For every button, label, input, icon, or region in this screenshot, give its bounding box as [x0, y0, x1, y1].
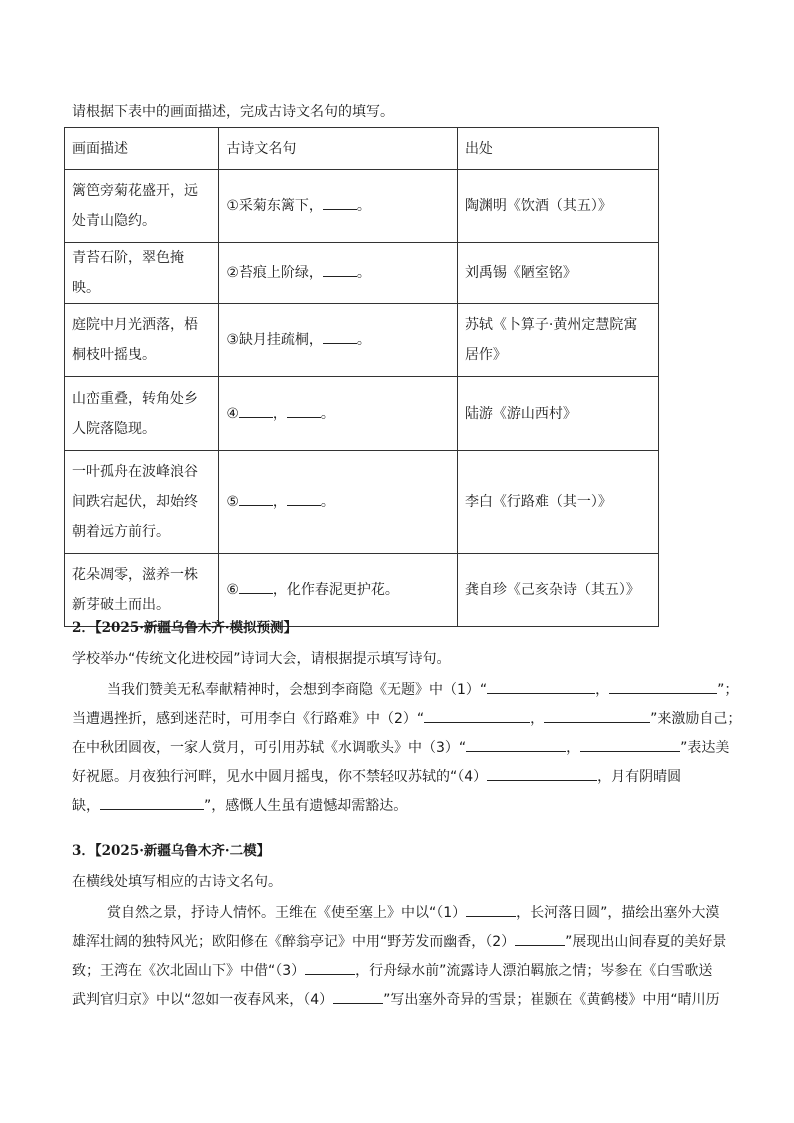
item-number: ④ — [226, 405, 239, 422]
question-3-instruction: 在横线处填写相应的古诗文名句。 — [72, 874, 282, 890]
row-description: 一叶孤舟在波峰浪谷间跌宕起伏，却始终朝着远方前行。 — [65, 451, 219, 554]
row-verse — [219, 377, 458, 451]
question-2-instruction: 学校举办“传统文化进校园”诗词大会，请根据提示填写诗句。 — [72, 651, 451, 667]
table-row — [65, 243, 659, 304]
passage-text: 缺， — [72, 798, 100, 814]
row-verse — [219, 451, 458, 554]
answer-blank[interactable] — [239, 489, 273, 506]
verse-text: 采菊东篱下， — [238, 198, 323, 214]
passage-text: ”； — [717, 682, 739, 698]
passage-text: ， — [566, 740, 581, 756]
passage-text: ”表达美 — [680, 740, 730, 756]
answer-blank[interactable] — [323, 193, 357, 210]
row-source: 陶渊明《饮酒（其五）》 — [457, 170, 658, 243]
table-row — [65, 451, 659, 554]
header-source: 出处 — [457, 128, 658, 170]
verse-text: 。 — [356, 332, 371, 348]
answer-blank[interactable] — [487, 679, 595, 694]
row-source: 龚自珍《己亥杂诗（其五）》 — [457, 554, 658, 627]
question-2-heading: 2．【2025·新疆乌鲁木齐·模拟预测】 — [72, 620, 298, 636]
poem-table — [64, 127, 659, 627]
verse-text: 。 — [356, 265, 371, 281]
passage-text: 赏自然之景，抒诗人情怀。王维在《使至塞上》中以“（1） — [107, 905, 467, 921]
passage-text: ， — [595, 682, 610, 698]
answer-blank[interactable] — [544, 708, 650, 723]
answer-blank[interactable] — [487, 766, 597, 781]
item-number: ⑤ — [226, 494, 239, 510]
verse-text: ，化作春泥更护花。 — [272, 582, 399, 598]
verse-text: ， — [272, 494, 287, 510]
header-description: 画面描述 — [65, 128, 219, 170]
row-description: 山峦重叠，转角处乡人院落隐现。 — [65, 377, 219, 451]
item-number: ③ — [226, 332, 239, 348]
passage-text: 在中秋团圆夜，一家人赏月，可引用苏轼《水调歌头》中（3）“ — [72, 740, 467, 756]
row-verse — [219, 170, 458, 243]
row-verse — [219, 304, 458, 377]
question-2-body — [72, 676, 742, 821]
passage-text: 雄浑壮阔的独特风光；欧阳修在《醉翁亭记》中用“野芳发而幽香，（2） — [72, 934, 516, 950]
verse-text: 。 — [320, 494, 335, 510]
verse-text: 。 — [356, 198, 371, 214]
answer-blank[interactable] — [424, 708, 530, 723]
answer-blank[interactable] — [466, 737, 566, 752]
answer-blank[interactable] — [239, 401, 273, 418]
answer-blank[interactable] — [609, 679, 717, 694]
passage-text: ，长河落日圆”，描绘出塞外大漠 — [516, 905, 720, 921]
row-source: 陆游《游山西村》 — [457, 377, 658, 451]
passage-text: ”来激励自己； — [650, 711, 742, 727]
row-description: 青苔石阶，翠色掩映。 — [65, 243, 219, 304]
item-number: ⑥ — [226, 582, 239, 598]
row-verse — [219, 243, 458, 304]
passage-text: 当遭遇挫折，感到迷茫时，可用李白《行路难》中（2）“ — [72, 711, 425, 727]
item-number: ① — [226, 198, 239, 214]
verse-text: 。 — [320, 405, 335, 422]
table-row — [65, 170, 659, 243]
answer-blank[interactable] — [287, 489, 321, 506]
row-source: 刘禹锡《陋室铭》 — [457, 243, 658, 304]
verse-text: 苔痕上阶绿， — [238, 265, 323, 281]
passage-text: ”写出塞外奇异的雪景；崔颢在《黄鹤楼》中用“晴川历 — [383, 992, 720, 1008]
answer-blank[interactable] — [287, 401, 321, 418]
table-row — [65, 377, 659, 451]
question-3-heading: 3．【2025·新疆乌鲁木齐·二模】 — [72, 843, 271, 859]
passage-text: 当我们赞美无私奉献精神时，会想到李商隐《无题》中（1）“ — [107, 682, 488, 698]
row-description: 庭院中月光洒落，梧桐枝叶摇曳。 — [65, 304, 219, 377]
answer-blank[interactable] — [580, 737, 680, 752]
answer-blank[interactable] — [466, 902, 516, 917]
row-source: 苏轼《卜算子·黄州定慧院寓居作》 — [457, 304, 658, 377]
verse-text: 缺月挂疏桐， — [238, 332, 323, 348]
passage-text: 武判官归京》中以“忽如一夜春风来，（4） — [72, 992, 334, 1008]
item-number: ② — [226, 265, 239, 281]
table-instruction: 请根据下表中的画面描述，完成古诗文名句的填写。 — [72, 104, 394, 120]
header-verse: 古诗文名句 — [219, 128, 458, 170]
passage-text: 好祝愿。月夜独行河畔，见水中圆月摇曳，你不禁轻叹苏轼的“（4） — [72, 769, 488, 785]
passage-text: ”展现出山间春夏的美好景 — [565, 934, 727, 950]
row-description: 花朵凋零，滋养一株新芽破土而出。 — [65, 554, 219, 627]
answer-blank[interactable] — [323, 327, 357, 344]
answer-blank[interactable] — [515, 931, 565, 946]
passage-text: ， — [530, 711, 545, 727]
verse-text: ， — [272, 405, 287, 422]
answer-blank[interactable] — [333, 989, 383, 1004]
row-source: 李白《行路难（其一）》 — [457, 451, 658, 554]
passage-text: ，月有阴晴圆 — [597, 769, 682, 785]
passage-text: ，行舟绿水前”流露诗人漂泊羁旅之情；岑参在《白雪歌送 — [355, 963, 713, 979]
question-3-body — [72, 899, 732, 1015]
passage-text: ”，感慨人生虽有遗憾却需豁达。 — [204, 798, 408, 814]
answer-blank[interactable] — [239, 577, 273, 594]
answer-blank[interactable] — [305, 960, 355, 975]
row-description: 篱笆旁菊花盛开，远处青山隐约。 — [65, 170, 219, 243]
table-row — [65, 304, 659, 377]
table-header-row — [65, 128, 659, 170]
passage-text: 致；王湾在《次北固山下》中借“（3） — [72, 963, 306, 979]
answer-blank[interactable] — [100, 795, 204, 810]
answer-blank[interactable] — [323, 260, 357, 277]
